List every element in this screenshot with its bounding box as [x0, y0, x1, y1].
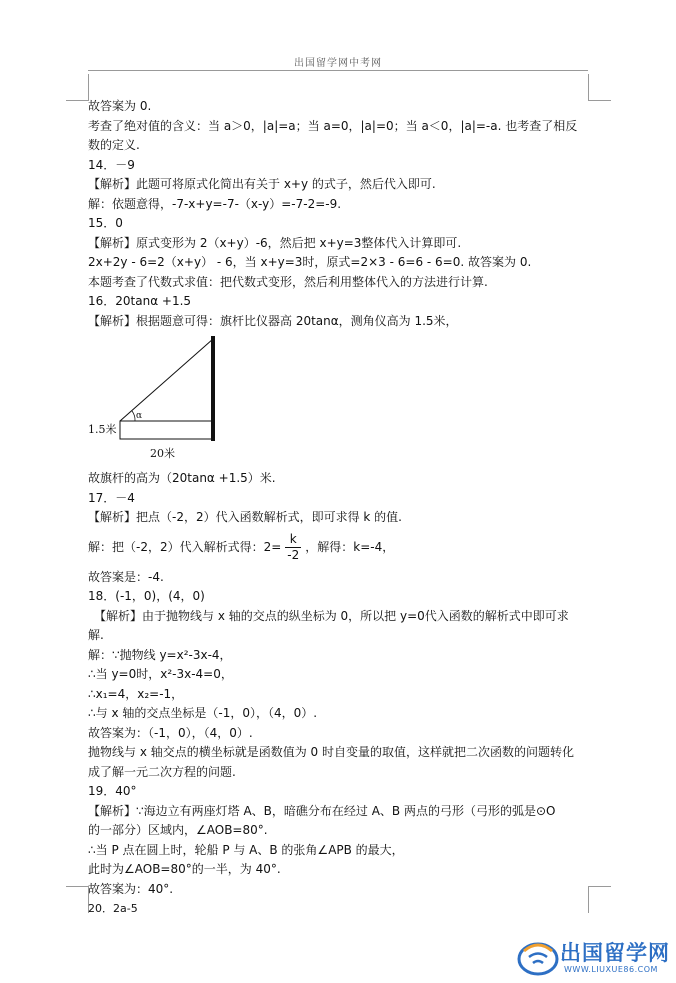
analysis-18: 【解析】由于抛物线与 x 轴的交点的纵坐标为 0，所以把 y=0代入函数的解析式中即可求 — [94, 608, 569, 623]
answer-14: 14．－9 — [88, 157, 135, 172]
fraction-numerator: k — [285, 532, 301, 548]
instrument-box — [120, 421, 213, 439]
answer-17: 17．－4 — [88, 490, 135, 505]
solution-17-prefix: 解：把（-2，2）代入解析式得：2= — [88, 539, 282, 554]
site-logo — [516, 935, 676, 983]
solution-15: 2x+2y - 6=2（x+y） - 6，当 x+y=3时，原式=2×3 - 6=6 - 6=0. 故答案为 0. — [88, 255, 532, 269]
height-label: 1.5米 — [88, 423, 117, 436]
answer-19: 19．40° — [88, 784, 137, 798]
text-line: 解：∵抛物线 y=x²-3x-4， — [88, 647, 232, 662]
solution-17 — [88, 528, 593, 568]
text-line: ∴与 x 轴的交点坐标是（-1，0），（4，0）. — [88, 706, 318, 720]
text-line: ∴x₁=4，x₂=-1， — [88, 686, 184, 701]
text-line: 成了解一元二次方程的问题. — [88, 764, 236, 779]
solution-14: 解：依题意得，-7-x+y=-7-（x-y）=-7-2=-9. — [88, 196, 342, 211]
final-18: 故答案为：（-1，0），（4，0）. — [88, 725, 253, 740]
fraction-denominator: -2 — [287, 548, 300, 562]
conclusion-16: 故旗杆的高为（20tanα +1.5）米. — [88, 471, 276, 485]
text-line: 数的定义. — [88, 138, 140, 152]
flagpole-figure — [88, 333, 238, 463]
analysis-17: 【解析】把点（-2，2）代入函数解析式，即可求得 k 的值. — [88, 510, 402, 524]
header-rule — [88, 70, 588, 71]
text-line: 本题考查了代数式求值：把代数式变形，然后利用整体代入的方法进行计算. — [88, 274, 488, 289]
text-line: ∴当 P 点在圆上时，轮船 P 与 A、B 的张角∠APB 的最大， — [88, 842, 404, 857]
sight-line — [120, 339, 213, 421]
analysis-16: 【解析】根据题意可得：旗杆比仪器高 20tanα，测角仪高为 1.5米， — [88, 313, 458, 328]
answer-20: 20．2a-5 — [88, 902, 138, 915]
text-line: 此时为∠AOB=80°的一半，为 40°. — [88, 862, 281, 876]
analysis-14: 【解析】此题可将原式化简出有关于 x+y 的式子，然后代入即可. — [88, 177, 436, 191]
analysis-19: 【解析】∵海边立有两座灯塔 A、B，暗礁分布在经过 A、B 两点的弓形（弓形的弧是⊙O — [88, 803, 556, 818]
final-17: 故答案是：-4. — [88, 569, 164, 584]
solution-17-suffix: ，解得：k=-4， — [305, 539, 395, 554]
logo-mark-icon — [516, 937, 560, 977]
text-line: 解. — [88, 628, 104, 642]
fraction — [285, 532, 301, 563]
text-line: 故答案为 0. — [88, 99, 152, 113]
page-header-title: 出国留学网中考网 — [294, 58, 382, 69]
text-line: 抛物线与 x 轴交点的横坐标就是函数值为 0 时自变量的取值，这样就把二次函数的问题转化 — [88, 745, 574, 759]
answer-18: 18．(-1，0)，(4，0) — [88, 589, 205, 603]
final-19: 故答案为：40°. — [88, 881, 174, 896]
logo-url: WWW.LIUXUE86.COM — [564, 965, 658, 974]
text-line: ∴当 y=0时，x²-3x-4=0， — [88, 667, 233, 681]
logo-text: 出国留学网 — [560, 941, 670, 965]
angle-label: α — [136, 411, 143, 421]
corner-mark-top-left — [66, 74, 89, 101]
text-line: 的一部分）区域内，∠AOB=80°. — [88, 823, 268, 837]
width-label: 20米 — [150, 447, 175, 460]
answer-16: 16．20tanα +1.5 — [88, 294, 192, 308]
answer-15: 15．0 — [88, 216, 123, 230]
corner-mark-bottom-left — [66, 886, 89, 913]
document-body — [88, 97, 593, 919]
text-line: 考查了绝对值的含义：当 a＞0，|a|=a；当 a=0，|a|=0；当 a＜0，|a|=-a. 也考查了相反 — [88, 118, 578, 133]
angle-arc — [132, 411, 135, 421]
analysis-15: 【解析】原式变形为 2（x+y）-6，然后把 x+y=3整体代入计算即可. — [88, 235, 462, 250]
